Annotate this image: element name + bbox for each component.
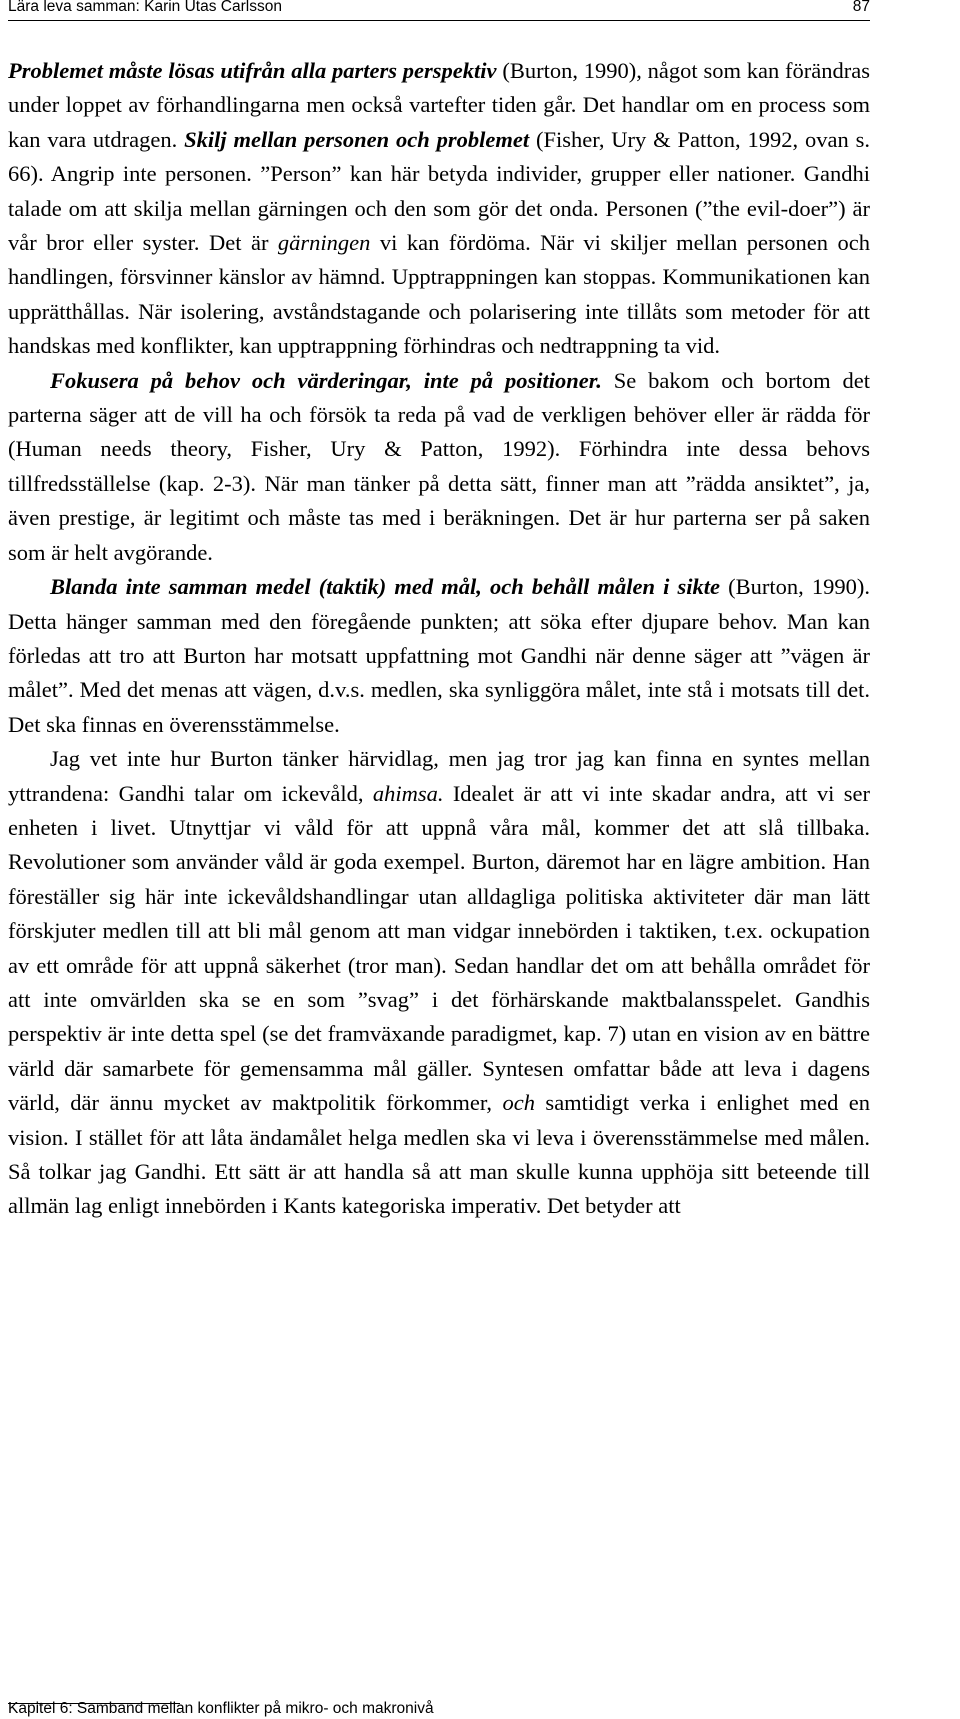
emphasis-heading: Problemet måste lösas utifrån alla parters perspektiv (8, 58, 497, 83)
book-title: Lära leva samman: Karin Utas Carlsson (8, 0, 282, 15)
emphasis-heading: Blanda inte samman medel (taktik) med mål, och behåll målen i sikte (50, 574, 720, 600)
page-number: 87 (852, 0, 870, 15)
text-run: (Burton, 1990), något som kan förändras under loppet av förhandlingarna men också vartefter tiden går. Det handlar om en process som kan vara utdragen. (8, 58, 870, 152)
text-run: Idealet är att vi inte skadar andra, att vi ser enheten i livet. Utnyttjar vi våld för att uppnå våra mål, kommer det att slå tillbaka. Revolutioner som använder våld är goda exempel. Burton, däremot har en lägre ambition. Han föreställer sig här inte ickevåldshandlingar utan alldagliga politiska aktiviteter där man lätt förskjuter medlen till att bli mål genom att man vidgar innebörden i taktiken, t.ex. ockupation av ett område för att uppnå säkerhet (tror man). Sedan handlar det om att behålla området för att inte omvärlden ska se en som ”svag” i det förhärskande maktbalansspelet. Gandhis perspektiv är inte detta spel (se det framväxande paradigmet, kap. 7) utan en vision av en bättre värld där samarbete för gemensamma mål gäller. Syntesen omfattar både att leva i dagens värld, där ännu mycket av maktpolitik förkommer, (8, 780, 871, 1116)
italic-term: och (502, 1090, 535, 1116)
paragraph (8, 742, 870, 1224)
text-run: Se bakom och bortom det parterna säger att de vill ha och försök ta reda på vad de verkligen behöver eller är rädda för (Human needs theory, Fisher, Ury & Patton, 1992). Förhindra inte dessa behovs tillfredsställelse (kap. 2-3). När man tänker på detta sätt, finner man att ”rädda ansiktet”, ja, även prestige, är legitimt och måste tas med i beräkningen. Det är hur parterna ser på saken som är helt avgörande. (8, 367, 870, 565)
emphasis-heading: Skilj mellan personen och problemet (184, 126, 530, 152)
text-run: Jag vet inte hur Burton tänker härvidlag, men jag tror jag kan finna en syntes mellan yttrandena: Gandhi talar om ickevåld, (8, 746, 870, 806)
italic-term: ahimsa. (372, 780, 444, 806)
italic-term: gärningen (277, 230, 371, 256)
emphasis-heading: Fokusera på behov och värderingar, inte på positioner. (50, 367, 602, 393)
paragraph (8, 364, 870, 570)
text-run: vi kan fördöma. När vi skiljer mellan personen och handlingen, försvinner känslor av hämnd. Upptrappningen kan stoppas. Kommunikationen kan upprätthållas. När isolering, avståndstagande och polarisering inte tillåts som metoder för att handskas med konflikter, kan upptrappning förhindras och nedtrappning ta vid. (8, 230, 870, 359)
body-text (8, 54, 870, 1224)
text-run: (Burton, 1990). Detta hänger samman med den föregående punkten; att söka efter djupare behov. Man kan förledas att tro att Burton har motsatt uppfattning mot Gandhi när denne säger att ”vägen är målet”. Med det menas att vägen, d.v.s. medlen, ska synliggöra målet, inte stå i motsats till det. Det ska finnas en överensstämmelse. (8, 574, 870, 737)
running-header (8, 0, 870, 21)
text-run: samtidigt verka i enlighet med en vision. I stället för att låta ändamålet helga medlen ska vi leva i överensstämmelse med målen. Så tolkar jag Gandhi. Ett sätt är att handla så att man skulle kunna upphöja sitt beteende till allmän lag enligt innebörden i Kants kategoriska imperativ. Det betyder att (8, 1090, 871, 1219)
chapter-footer: Kapitel 6: Samband mellan konflikter på mikro- och makronivå (8, 1700, 434, 1717)
paragraph (8, 54, 870, 364)
paragraph (8, 570, 870, 742)
text-run: (Fisher, Ury & Patton, 1992, ovan s. 66). Angrip inte personen. ”Person” kan här betyda individer, grupper eller nationer. Gandhi talade om att skilja mellan gärningen och den som gör det onda. Personen (”the evil-doer”) är vår bror eller syster. Det är (8, 126, 870, 256)
